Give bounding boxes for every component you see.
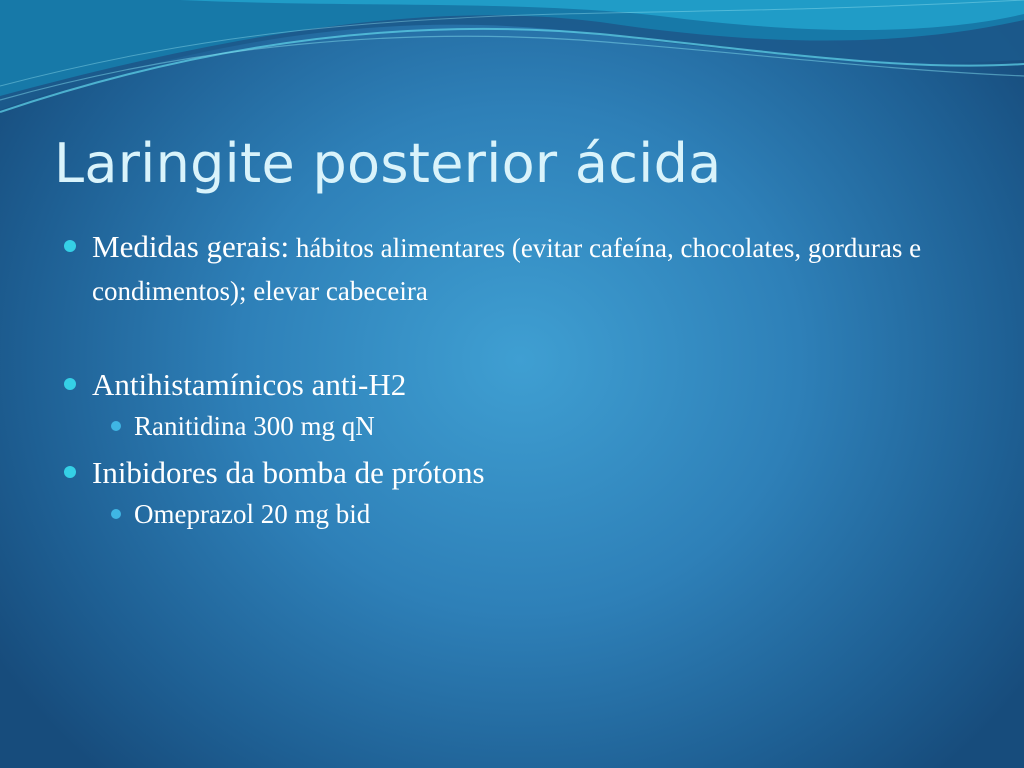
sub-bullet-dot-icon bbox=[111, 509, 121, 519]
slide-title: Laringite posterior ácida bbox=[54, 132, 722, 195]
bullet-text: hábitos alimentares (evitar cafeína, chocolates, gorduras e condimentos); elevar cabeceira bbox=[92, 233, 922, 306]
sub-bullet-item-omeprazol bbox=[62, 494, 942, 534]
sub-bullet-text: Ranitidina 300 mg qN bbox=[134, 411, 375, 441]
bullet-dot-icon bbox=[64, 466, 76, 478]
bullet-dot-icon bbox=[64, 378, 76, 390]
decorative-waves bbox=[0, 0, 1024, 130]
sub-bullet-text: Omeprazol 20 mg bid bbox=[134, 499, 371, 529]
bullet-text: Inibidores da bomba de prótons bbox=[92, 455, 485, 490]
bullet-lead: Medidas gerais: bbox=[92, 229, 290, 264]
sub-bullet-dot-icon bbox=[111, 421, 121, 431]
sub-bullet-item-ranitidina bbox=[62, 406, 942, 446]
bullet-item-inibidores bbox=[62, 452, 942, 494]
bullet-item-antihistaminicos bbox=[62, 364, 942, 406]
bullet-text: Antihistamínicos anti-H2 bbox=[92, 367, 407, 402]
bullet-dot-icon bbox=[64, 240, 76, 252]
bullet-list bbox=[62, 226, 942, 534]
bullet-item-medidas-gerais bbox=[62, 226, 942, 312]
